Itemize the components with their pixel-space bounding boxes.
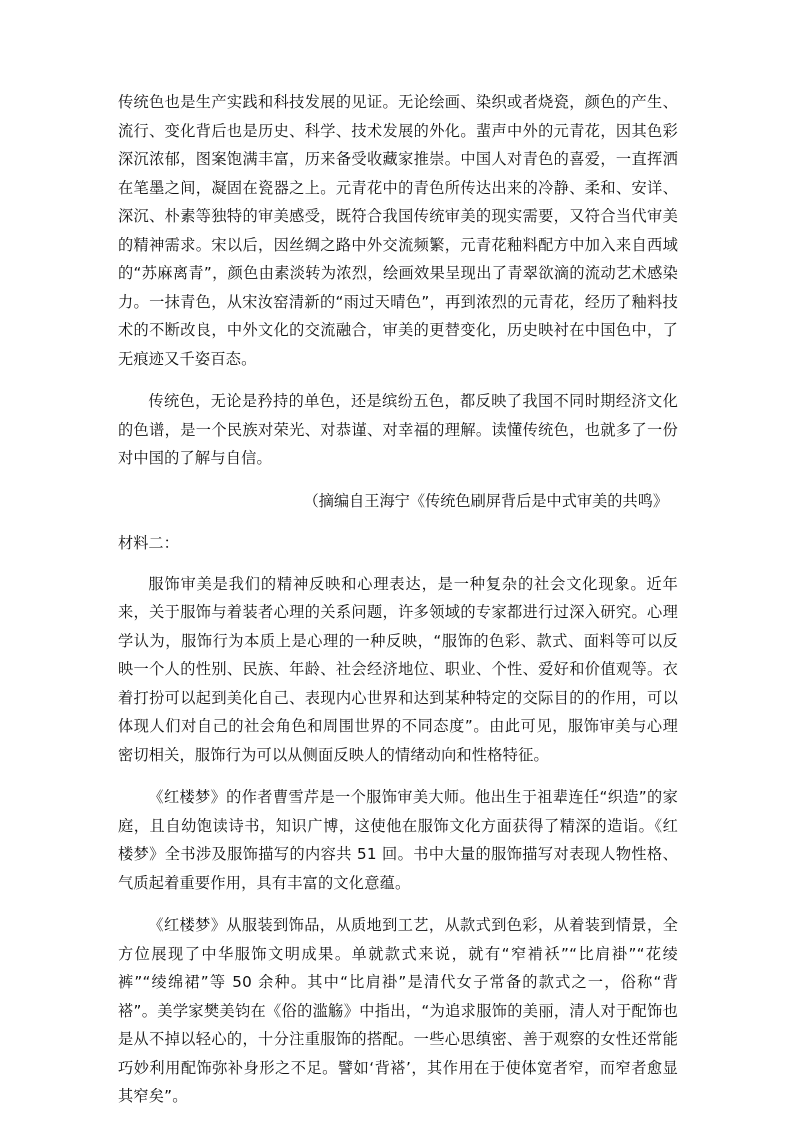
material-two-heading: 材料二： (118, 534, 179, 552)
paragraph-traditional-color-conclusion: 传统色，无论是矜持的单色，还是缤纷五色，都反映了我国不同时期经济文化的色谱，是一个民族对荣光、对恭谨、对幸福的理解。读懂传统色，也就多了一份对中国的了解与自信。 (118, 392, 678, 467)
paragraph-hongloumeng-clothing: 《红楼梦》从服装到饰品，从质地到工艺，从款式到色彩，从着装到情景，全方位展现了中华服饰文明成果。单就款式来说，就有“窄褃袄”“比肩褂”“花绫裤”“绫绵裙”等 50 余种。其中“比肩褂”是清代女子常备的款式之一，俗称“背褡”。美学家樊美钧在《俗的滥觞》中指出，“为追求服饰的美丽，清人对于配饰也是从不掉以轻心的，十分注重服饰的搭配。一些心思缜密、善于观察的女性还常能巧妙利用配饰弥补身形之不足。譬如‘背褡’，其作用在于使体宽者窄，而窄者愈显其窄矣”。 (118, 916, 678, 1105)
paragraph-clothing-aesthetics: 服饰审美是我们的精神反映和心理表达，是一种复杂的社会文化现象。近年来，关于服饰与着装者心理的关系问题，许多领域的专家都进行过深入研究。心理学认为，服饰行为本质上是心理的一种反映，“服饰的色彩、款式、面料等可以反映一个人的性别、民族、年龄、社会经济地位、职业、个性、爱好和价值观等。衣着打扮可以起到美化自己、表现内心世界和达到某种特定的交际目的的作用，可以体现人们对自己的社会角色和周围世界的不同态度”。由此可见，服饰审美与心理密切相关，服饰行为可以从侧面反映人的情绪动向和性格特征。 (118, 574, 678, 764)
document-page (118, 88, 678, 1111)
paragraph-traditional-color-evidence: 传统色也是生产实践和科技发展的见证。无论绘画、染织或者烧瓷，颜色的产生、流行、变化背后也是历史、科学、技术发展的外化。蜚声中外的元青花，因其色彩深沉浓郁，图案饱满丰富，历来备受收藏家推崇。中国人对青色的喜爱，一直挥洒在笔墨之间，凝固在瓷器之上。元青花中的青色所传达出来的冷静、柔和、安详、深沉、朴素等独特的审美感受，既符合我国传统审美的现实需要，又符合当代审美的精神需求。宋以后，因丝绸之路中外交流频繁，元青花釉料配方中加入来自西域的“苏麻离青”，颜色由素淡转为浓烈，绘画效果呈现出了青翠欲滴的流动艺术感染力。一抹青色，从宋汝窑清新的“雨过天晴色”，再到浓烈的元青花，经历了釉料技术的不断改良，中外文化的交流融合，审美的更替变化，历史映衬在中国色中，了无痕迹又千姿百态。 (118, 93, 678, 368)
source-citation: （摘编自王海宁《传统色刷屏背后是中式审美的共鸣》 (303, 491, 668, 510)
paragraph-cao-xueqin: 《红楼梦》的作者曹雪芹是一个服饰审美大师。他出生于祖辈连任“织造”的家庭，且自幼饱读诗书，知识广博，这使他在服饰文化方面获得了精深的造诣。《红楼梦》全书涉及服饰描写的内容共 51 回。书中大量的服饰描写对表现人物性格、气质起着重要作用，具有丰富的文化意蕴。 (118, 788, 678, 892)
